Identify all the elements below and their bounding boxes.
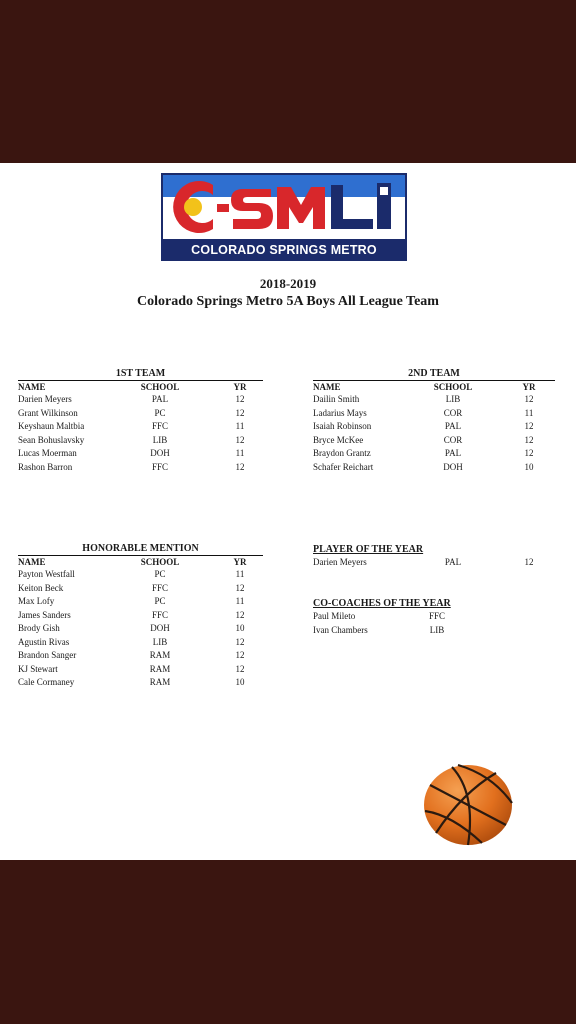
list-item: Ivan Chambers LIB	[313, 624, 445, 635]
table-row: Lucas Moerman DOH 11	[18, 448, 245, 458]
table-row: Rashon Barron FFC 12	[18, 461, 245, 472]
col-school: SCHOOL	[140, 382, 180, 392]
table-row: James Sanders FFC 12	[18, 609, 245, 620]
col-school: SCHOOL	[433, 382, 473, 392]
player-of-year-section	[313, 543, 555, 570]
col-school: SCHOOL	[140, 557, 180, 567]
table-row: Keiton Beck FFC 12	[18, 582, 245, 593]
table-header	[313, 380, 555, 393]
table-header	[18, 555, 263, 568]
col-name: NAME	[313, 382, 341, 392]
table-row: Keyshaun Maltbia FFC 11	[18, 421, 245, 431]
honorable-mention-title: HONORABLE MENTION	[82, 543, 199, 554]
table-row: Braydon Grantz PAL 12	[313, 448, 534, 458]
second-team-table	[313, 368, 555, 474]
logo-league-text: COLORADO SPRINGS METRO LEAGUE	[163, 237, 405, 259]
table-row: Isaiah Robinson PAL 12	[313, 421, 534, 431]
list-item: Paul Mileto FFC	[313, 611, 445, 621]
table-row: Bryce McKee COR 12	[313, 434, 534, 445]
table-row: Payton Westfall PC 11	[18, 569, 245, 579]
table-row: Brody Gish DOH 10	[18, 623, 245, 633]
col-name: NAME	[18, 382, 46, 392]
first-team-table	[18, 368, 263, 474]
col-name: NAME	[18, 557, 46, 567]
table-row: Ladarius Mays COR 11	[313, 407, 534, 418]
table-row: Darien Meyers PAL 12	[18, 394, 245, 404]
honorable-mention-table	[18, 543, 263, 690]
table-row: Agustin Rivas LIB 12	[18, 636, 245, 647]
table-row: Cale Cormaney RAM 10	[18, 677, 245, 687]
col-yr: YR	[233, 382, 247, 392]
table-row: Brandon Sanger RAM 12	[18, 650, 245, 660]
table-row: Max Lofy PC 11	[18, 596, 245, 606]
season-year: 2018-2019	[259, 276, 317, 291]
list-item: Darien Meyers PAL 12	[313, 557, 534, 567]
table-row: Schafer Reichart DOH 10	[313, 461, 534, 472]
basketball-icon	[422, 763, 514, 847]
document-page	[0, 163, 576, 860]
table-header	[18, 380, 263, 393]
player-of-year-title: PLAYER OF THE YEAR	[313, 544, 424, 555]
first-team-title: 1ST TEAM	[115, 368, 166, 379]
second-team-title: 2ND TEAM	[408, 368, 460, 379]
table-row: Dailin Smith LIB 12	[313, 394, 534, 404]
table-row: KJ Stewart RAM 12	[18, 663, 245, 674]
col-yr: YR	[233, 557, 247, 567]
csml-logo	[161, 173, 407, 279]
col-yr: YR	[522, 382, 536, 392]
csml-logo-mark	[163, 175, 405, 237]
page-title: Colorado Springs Metro 5A Boys All League Team	[137, 294, 439, 309]
coaches-of-year-section	[313, 597, 555, 637]
table-row: Grant Wilkinson PC 12	[18, 407, 245, 418]
coaches-of-year-title: CO-COACHES OF THE YEAR	[313, 598, 451, 609]
table-row: Sean Bohuslavsky LIB 12	[18, 434, 245, 445]
